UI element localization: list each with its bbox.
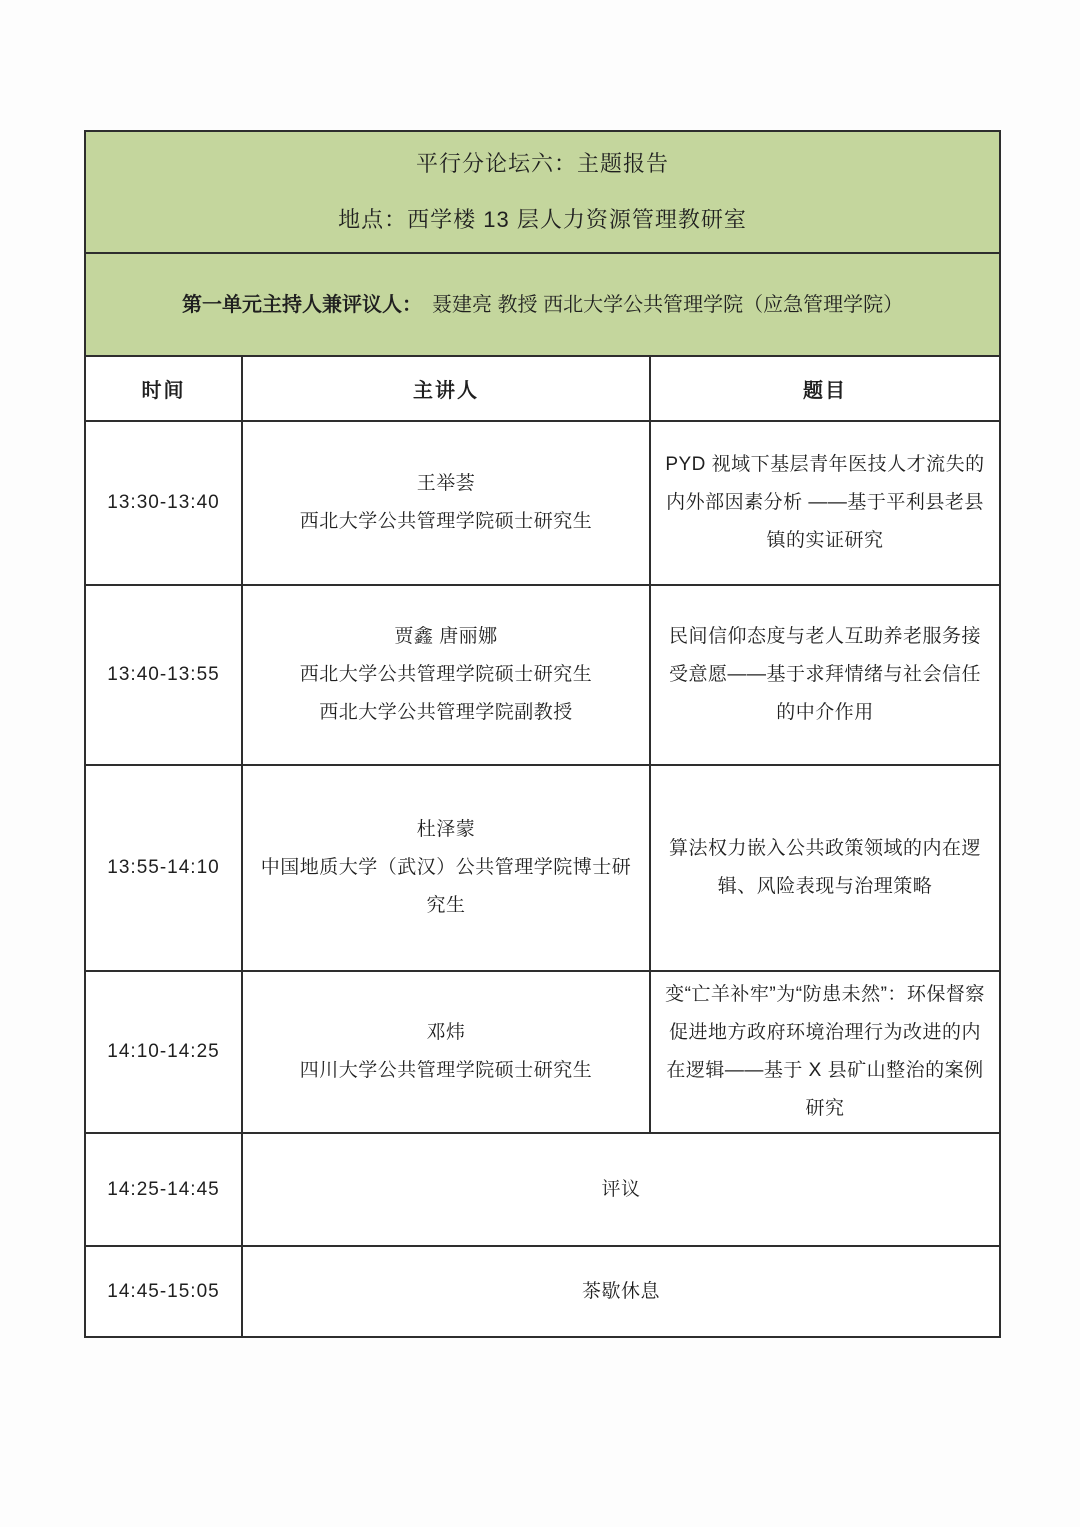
conference-schedule-table: [84, 130, 1001, 1338]
time-cell: 13:55-14:10: [85, 765, 242, 971]
time-cell: 14:10-14:25: [85, 971, 242, 1133]
time-cell: 13:30-13:40: [85, 421, 242, 585]
forum-header-cell: [85, 131, 1000, 253]
col-header-time: 时间: [85, 356, 242, 421]
speaker-affiliation: 西北大学公共管理学院硕士研究生: [299, 511, 593, 533]
forum-title: 平行分论坛六：主题报告: [416, 151, 670, 176]
speaker-name: 王举荟: [416, 473, 476, 495]
forum-header-row: [85, 131, 1000, 253]
schedule-row: [85, 1133, 1000, 1246]
topic-cell: 变“亡羊补牢”为“防患未然”：环保督察促进地方政府环境治理行为改进的内在逻辑——基于 X 县矿山整治的案例研究: [650, 971, 1000, 1133]
time-cell: 14:45-15:05: [85, 1246, 242, 1337]
merged-activity-cell: 评议: [242, 1133, 1000, 1246]
schedule-row: [85, 1246, 1000, 1337]
topic-cell: PYD 视域下基层青年医技人才流失的内外部因素分析 ——基于平利县老县镇的实证研究: [650, 421, 1000, 585]
schedule-row: [85, 765, 1000, 971]
schedule-row: [85, 421, 1000, 585]
speaker-affiliation: 西北大学公共管理学院硕士研究生: [299, 664, 593, 686]
col-header-speaker: 主讲人: [242, 356, 650, 421]
column-header-row: [85, 356, 1000, 421]
schedule-row: [85, 971, 1000, 1133]
speaker-affiliation: 中国地质大学（武汉）公共管理学院博士研究生: [260, 857, 632, 917]
speaker-affiliation: 四川大学公共管理学院硕士研究生: [299, 1060, 593, 1082]
moderator-cell: [85, 253, 1000, 356]
speaker-cell: [242, 971, 650, 1133]
speaker-name: 贾鑫 唐丽娜: [394, 626, 498, 648]
speaker-name: 邓炜: [426, 1022, 466, 1044]
topic-cell: 算法权力嵌入公共政策领域的内在逻辑、风险表现与治理策略: [650, 765, 1000, 971]
moderator-label: 第一单元主持人兼评议人：: [181, 293, 422, 316]
speaker-name: 杜泽蒙: [416, 819, 476, 841]
moderator-row: [85, 253, 1000, 356]
forum-location: 地点：西学楼 13 层人力资源管理教研室: [338, 207, 747, 233]
speaker-affiliation: 西北大学公共管理学院副教授: [319, 702, 573, 724]
merged-activity-cell: 茶歇休息: [242, 1246, 1000, 1337]
topic-cell: 民间信仰态度与老人互助养老服务接受意愿——基于求拜情绪与社会信任的中介作用: [650, 585, 1000, 765]
col-header-topic: 题目: [650, 356, 1000, 421]
speaker-cell: [242, 585, 650, 765]
moderator-value: 聂建亮 教授 西北大学公共管理学院（应急管理学院）: [431, 293, 904, 316]
time-cell: 14:25-14:45: [85, 1133, 242, 1246]
schedule-row: [85, 585, 1000, 765]
speaker-cell: [242, 421, 650, 585]
time-cell: 13:40-13:55: [85, 585, 242, 765]
speaker-cell: [242, 765, 650, 971]
